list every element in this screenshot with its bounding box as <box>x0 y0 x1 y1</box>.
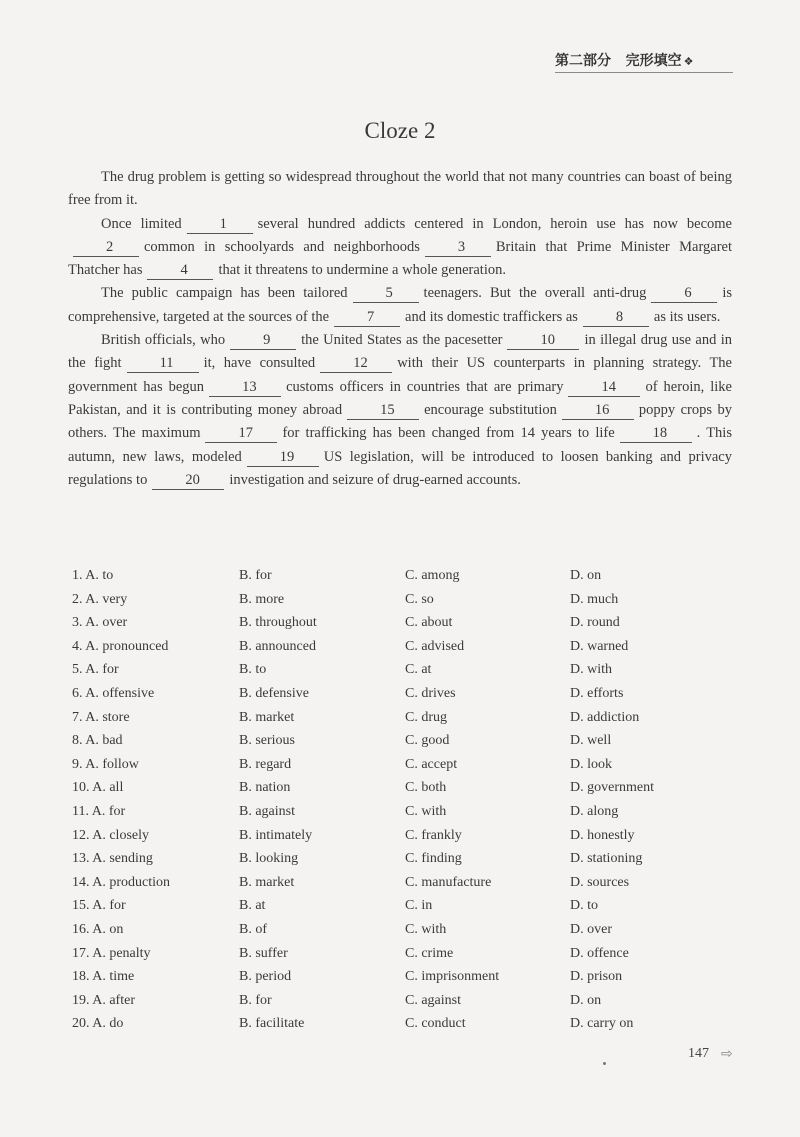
option-b: B. period <box>239 969 292 985</box>
next-page-arrow-icon: ⇨ <box>721 1046 733 1062</box>
option-b: B. suffer <box>239 945 288 961</box>
option-d: D. over <box>570 921 612 937</box>
option-b: B. serious <box>239 733 295 749</box>
option-b: B. market <box>239 709 295 725</box>
option-row-15 <box>72 898 672 922</box>
option-a: 15. A. for <box>72 898 126 914</box>
option-c: C. accept <box>405 756 458 772</box>
header-topic: 完形填空 <box>625 53 682 69</box>
option-row-19 <box>72 993 672 1017</box>
option-c: C. drug <box>405 709 447 725</box>
option-row-20 <box>72 1016 672 1040</box>
blank-7: 7 <box>334 309 400 327</box>
option-b: B. market <box>239 874 295 890</box>
option-c: C. with <box>405 803 447 819</box>
option-a: 17. A. penalty <box>72 945 151 961</box>
option-c: C. in <box>405 898 433 914</box>
option-c: C. both <box>405 780 447 796</box>
option-a: 13. A. sending <box>72 851 153 867</box>
option-c: C. conduct <box>405 1016 466 1032</box>
option-b: B. nation <box>239 780 291 796</box>
option-b: B. defensive <box>239 685 309 701</box>
blank-9: 9 <box>230 332 296 350</box>
option-row-4 <box>72 639 672 663</box>
option-row-5 <box>72 662 672 686</box>
option-a: 1. A. to <box>72 568 114 583</box>
answer-options <box>72 568 672 1040</box>
option-c: C. advised <box>405 638 465 654</box>
option-b: B. throughout <box>239 615 317 631</box>
option-b: B. of <box>239 921 267 937</box>
blank-6: 6 <box>651 285 717 303</box>
blank-20: 20 <box>152 472 224 490</box>
blank-1: 1 <box>187 216 253 234</box>
blank-15: 15 <box>347 402 419 420</box>
blank-3: 3 <box>425 239 491 257</box>
option-d: D. much <box>570 591 619 607</box>
option-c: C. with <box>405 921 447 937</box>
option-c: C. imprisonment <box>405 969 500 985</box>
option-d: D. with <box>570 662 612 678</box>
option-a: 19. A. after <box>72 992 135 1008</box>
option-row-10 <box>72 780 672 804</box>
option-d: D. prison <box>570 969 623 985</box>
blank-12: 12 <box>320 355 392 373</box>
option-a: 2. A. very <box>72 591 128 607</box>
option-row-2 <box>72 592 672 616</box>
option-c: C. manufacture <box>405 874 492 890</box>
page-number: 147 <box>688 1046 709 1061</box>
blank-11: 11 <box>127 355 199 373</box>
option-c: C. among <box>405 568 460 583</box>
option-d: D. to <box>570 898 598 914</box>
option-row-3 <box>72 615 672 639</box>
option-a: 14. A. production <box>72 874 170 890</box>
diamond-icon: ❖ <box>683 55 694 68</box>
option-d: D. government <box>570 780 654 796</box>
option-row-7 <box>72 710 672 734</box>
option-a: 7. A. store <box>72 709 130 725</box>
option-b: B. regard <box>239 756 292 772</box>
paragraph-4: British officials, who 9 the United States as the pacesetter 10 in illegal drug use and in the fight 11 it, have consulted 12 with their US counterparts in planning strategy. The government has begun 13 customs officers in countries that are primary 14 of heroin, like Pakistan, and it is contributing money abroad 15 encourage substitution 16 poppy crops by others. The maximum 17 for trafficking has been changed from 14 years to life 18 . This autumn, new laws, modeled 19 US legislation, will be introduced to loosen banking and privacy regulations to 20 investigation and seizure of drug-earned accounts. <box>68 332 732 488</box>
blank-5: 5 <box>353 285 419 303</box>
blank-8: 8 <box>583 309 649 327</box>
blank-16: 16 <box>562 402 634 420</box>
option-c: C. good <box>405 733 450 749</box>
blank-14: 14 <box>568 379 640 397</box>
option-d: D. addiction <box>570 709 640 725</box>
header-section: 第二部分 <box>555 53 611 69</box>
option-a: 20. A. do <box>72 1016 124 1032</box>
option-c: C. drives <box>405 685 456 701</box>
cloze-passage <box>68 166 732 492</box>
option-a: 5. A. for <box>72 662 119 678</box>
option-row-17 <box>72 946 672 970</box>
option-a: 10. A. all <box>72 780 124 796</box>
option-row-14 <box>72 875 672 899</box>
option-b: B. facilitate <box>239 1016 305 1032</box>
option-d: D. on <box>570 568 602 583</box>
blank-17: 17 <box>205 425 277 443</box>
option-d: D. round <box>570 615 620 631</box>
option-c: C. about <box>405 615 453 631</box>
option-c: C. at <box>405 662 432 678</box>
option-a: 6. A. offensive <box>72 685 155 701</box>
option-d: D. offence <box>570 945 629 961</box>
blank-4: 4 <box>147 262 213 280</box>
paragraph-3: The public campaign has been tailored 5 teenagers. But the overall anti-drug 6 is comprehensive, targeted at the sources of the 7 and its domestic traffickers as 8 as its users. <box>68 285 732 325</box>
option-row-16 <box>72 922 672 946</box>
option-row-1 <box>72 568 672 592</box>
option-a: 18. A. time <box>72 969 135 985</box>
paragraph-1: The drug problem is getting so widespread throughout the world that not many countries can boast of being free from it. <box>68 169 732 209</box>
option-c: C. finding <box>405 851 462 867</box>
option-b: B. at <box>239 898 266 914</box>
option-c: C. crime <box>405 945 454 961</box>
option-row-12 <box>72 828 672 852</box>
option-b: B. for <box>239 568 272 583</box>
option-c: C. frankly <box>405 827 462 843</box>
option-b: B. more <box>239 591 285 607</box>
option-row-13 <box>72 851 672 875</box>
page-title: Cloze 2 <box>364 118 436 143</box>
blank-19: 19 <box>247 449 319 467</box>
option-b: B. intimately <box>239 827 313 843</box>
blank-10: 10 <box>507 332 579 350</box>
option-d: D. honestly <box>570 827 635 843</box>
option-d: D. sources <box>570 874 630 890</box>
option-b: B. announced <box>239 638 316 654</box>
option-row-18 <box>72 969 672 993</box>
option-a: 11. A. for <box>72 803 126 819</box>
option-a: 9. A. follow <box>72 756 139 772</box>
option-b: B. against <box>239 803 295 819</box>
blank-18: 18 <box>620 425 692 443</box>
option-d: D. along <box>570 803 619 819</box>
option-a: 12. A. closely <box>72 827 149 843</box>
option-row-9 <box>72 757 672 781</box>
blank-13: 13 <box>209 379 281 397</box>
option-c: C. so <box>405 591 434 607</box>
blank-2: 2 <box>73 239 139 257</box>
option-b: B. looking <box>239 851 299 867</box>
paragraph-2: Once limited 1 several hundred addicts centered in London, heroin use has now become2 common in schoolyards and neighborhoods 3 Britain that Prime Minister Margaret Thatcher has 4 that it threatens to undermine a whole generation. <box>68 215 732 279</box>
option-d: D. on <box>570 992 602 1008</box>
option-row-8 <box>72 733 672 757</box>
option-a: 16. A. on <box>72 921 124 937</box>
option-d: D. carry on <box>570 1016 634 1032</box>
option-d: D. efforts <box>570 685 624 701</box>
option-b: B. for <box>239 992 272 1008</box>
option-d: D. look <box>570 756 612 772</box>
option-d: D. stationing <box>570 851 643 867</box>
option-d: D. warned <box>570 638 629 654</box>
option-row-6 <box>72 686 672 710</box>
option-a: 8. A. bad <box>72 733 123 749</box>
page-speck <box>603 1062 606 1065</box>
option-d: D. well <box>570 733 612 749</box>
option-a: 3. A. over <box>72 615 128 631</box>
option-b: B. to <box>239 662 267 678</box>
option-a: 4. A. pronounced <box>72 638 169 654</box>
option-row-11 <box>72 804 672 828</box>
option-c: C. against <box>405 992 461 1008</box>
running-header <box>555 50 733 73</box>
